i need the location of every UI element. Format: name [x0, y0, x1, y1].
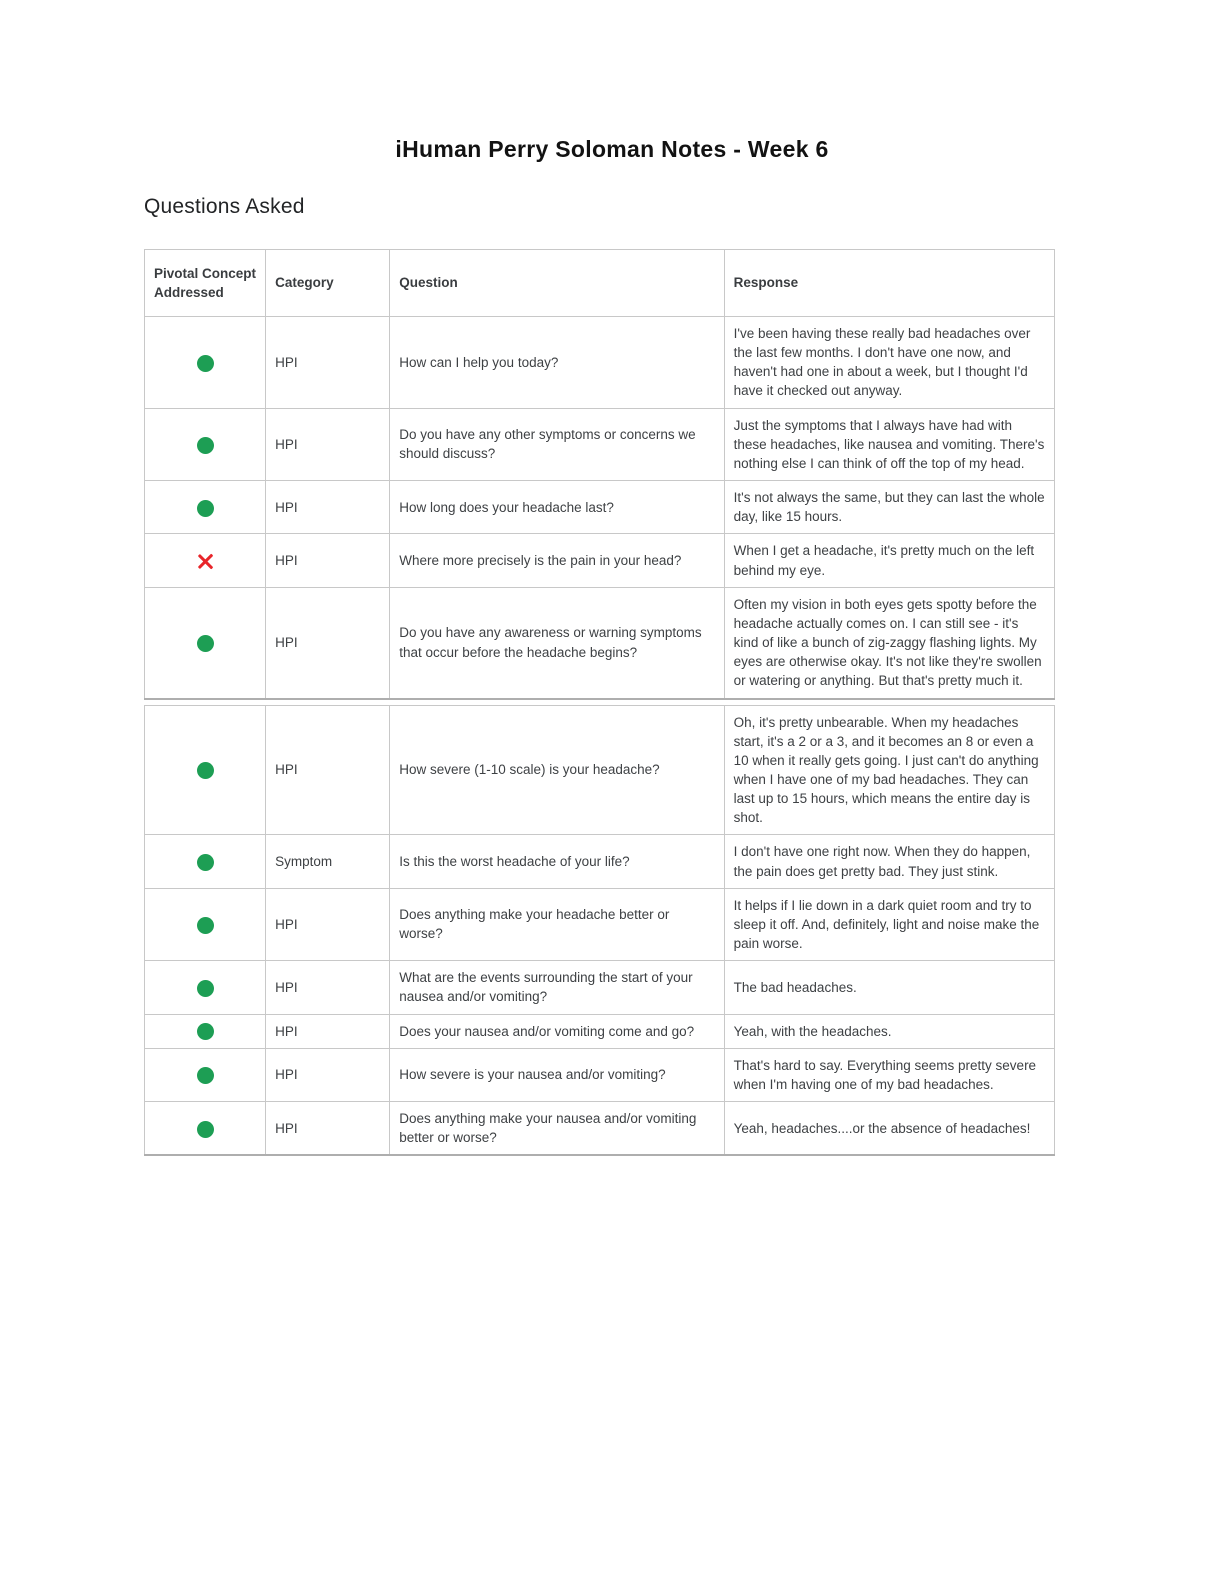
column-header-response: Response	[724, 250, 1054, 317]
table-row	[145, 1102, 1055, 1156]
question-cell: Does your nausea and/or vomiting come and go?	[390, 1014, 724, 1048]
table-row	[145, 835, 1055, 888]
pivotal-concept-cell	[145, 888, 266, 960]
question-cell: How severe (1-10 scale) is your headache?	[390, 705, 724, 835]
pivotal-concept-cell	[145, 961, 266, 1014]
category-cell: HPI	[266, 408, 390, 480]
table-row	[145, 481, 1055, 534]
category-cell: HPI	[266, 1102, 390, 1156]
green-dot-icon	[197, 635, 214, 652]
response-cell: I've been having these really bad headaches over the last few months. I don't have one now, and haven't had one in about a week, but I thought I'd have it checked out anyway.	[724, 317, 1054, 409]
table-row	[145, 408, 1055, 480]
response-cell: That's hard to say. Everything seems pretty severe when I'm having one of my bad headaches.	[724, 1048, 1054, 1101]
pivotal-concept-cell	[145, 534, 266, 587]
response-cell: It's not always the same, but they can last the whole day, like 15 hours.	[724, 481, 1054, 534]
table-header-row	[145, 250, 1055, 317]
column-header-pivotal-concept: Pivotal Concept Addressed	[145, 250, 266, 317]
question-cell: How long does your headache last?	[390, 481, 724, 534]
question-cell: How can I help you today?	[390, 317, 724, 409]
question-cell: What are the events surrounding the start of your nausea and/or vomiting?	[390, 961, 724, 1014]
green-dot-icon	[197, 762, 214, 779]
question-cell: Does anything make your nausea and/or vomiting better or worse?	[390, 1102, 724, 1156]
questions-asked-table	[144, 249, 1055, 700]
question-cell: Does anything make your headache better or worse?	[390, 888, 724, 960]
table-row	[145, 317, 1055, 409]
table-row	[145, 961, 1055, 1014]
category-cell: HPI	[266, 481, 390, 534]
pivotal-concept-cell	[145, 705, 266, 835]
questions-asked-table-continued	[144, 705, 1055, 1157]
table-row	[145, 705, 1055, 835]
response-cell: Yeah, with the headaches.	[724, 1014, 1054, 1048]
category-cell: HPI	[266, 587, 390, 698]
table-row	[145, 888, 1055, 960]
pivotal-concept-cell	[145, 587, 266, 698]
column-header-question: Question	[390, 250, 724, 317]
green-dot-icon	[197, 1067, 214, 1084]
pivotal-concept-cell	[145, 1048, 266, 1101]
category-cell: HPI	[266, 1014, 390, 1048]
category-cell: HPI	[266, 1048, 390, 1101]
green-dot-icon	[197, 854, 214, 871]
category-cell: HPI	[266, 705, 390, 835]
red-x-icon	[196, 552, 215, 571]
question-cell: Do you have any awareness or warning symptoms that occur before the headache begins?	[390, 587, 724, 698]
pivotal-concept-cell	[145, 317, 266, 409]
category-cell: HPI	[266, 534, 390, 587]
table-row	[145, 534, 1055, 587]
category-cell: HPI	[266, 961, 390, 1014]
response-cell: When I get a headache, it's pretty much on the left behind my eye.	[724, 534, 1054, 587]
response-cell: I don't have one right now. When they do happen, the pain does get pretty bad. They just stink.	[724, 835, 1054, 888]
pivotal-concept-cell	[145, 1102, 266, 1156]
table-row	[145, 587, 1055, 698]
green-dot-icon	[197, 1023, 214, 1040]
table-row	[145, 1014, 1055, 1048]
green-dot-icon	[197, 437, 214, 454]
pivotal-concept-cell	[145, 835, 266, 888]
section-heading: Questions Asked	[144, 195, 305, 218]
column-header-category: Category	[266, 250, 390, 317]
green-dot-icon	[197, 917, 214, 934]
category-cell: HPI	[266, 317, 390, 409]
category-cell: Symptom	[266, 835, 390, 888]
response-cell: Yeah, headaches....or the absence of headaches!	[724, 1102, 1054, 1156]
pivotal-concept-cell	[145, 1014, 266, 1048]
question-cell: Do you have any other symptoms or concerns we should discuss?	[390, 408, 724, 480]
response-cell: Just the symptoms that I always have had with these headaches, like nausea and vomiting. There's nothing else I can think of off the top of my head.	[724, 408, 1054, 480]
question-cell: How severe is your nausea and/or vomiting?	[390, 1048, 724, 1101]
response-cell: It helps if I lie down in a dark quiet room and try to sleep it off. And, definitely, light and noise make the pain worse.	[724, 888, 1054, 960]
page-title: iHuman Perry Soloman Notes - Week 6	[395, 136, 829, 162]
response-cell: The bad headaches.	[724, 961, 1054, 1014]
response-cell: Oh, it's pretty unbearable. When my headaches start, it's a 2 or a 3, and it becomes an 8 or even a 10 when it really gets going. I just can't do anything when I have one of my bad headaches. They can last up to 15 hours, which means the entire day is shot.	[724, 705, 1054, 835]
green-dot-icon	[197, 1121, 214, 1138]
category-cell: HPI	[266, 888, 390, 960]
pivotal-concept-cell	[145, 408, 266, 480]
green-dot-icon	[197, 500, 214, 517]
green-dot-icon	[197, 355, 214, 372]
question-cell: Where more precisely is the pain in your head?	[390, 534, 724, 587]
green-dot-icon	[197, 980, 214, 997]
response-cell: Often my vision in both eyes gets spotty before the headache actually comes on. I can still see - it's kind of like a bunch of zig-zaggy flashing lights. My eyes are otherwise okay. It's not like they're swollen or watering or anything. But that's pretty much it.	[724, 587, 1054, 698]
question-cell: Is this the worst headache of your life?	[390, 835, 724, 888]
table-row	[145, 1048, 1055, 1101]
pivotal-concept-cell	[145, 481, 266, 534]
